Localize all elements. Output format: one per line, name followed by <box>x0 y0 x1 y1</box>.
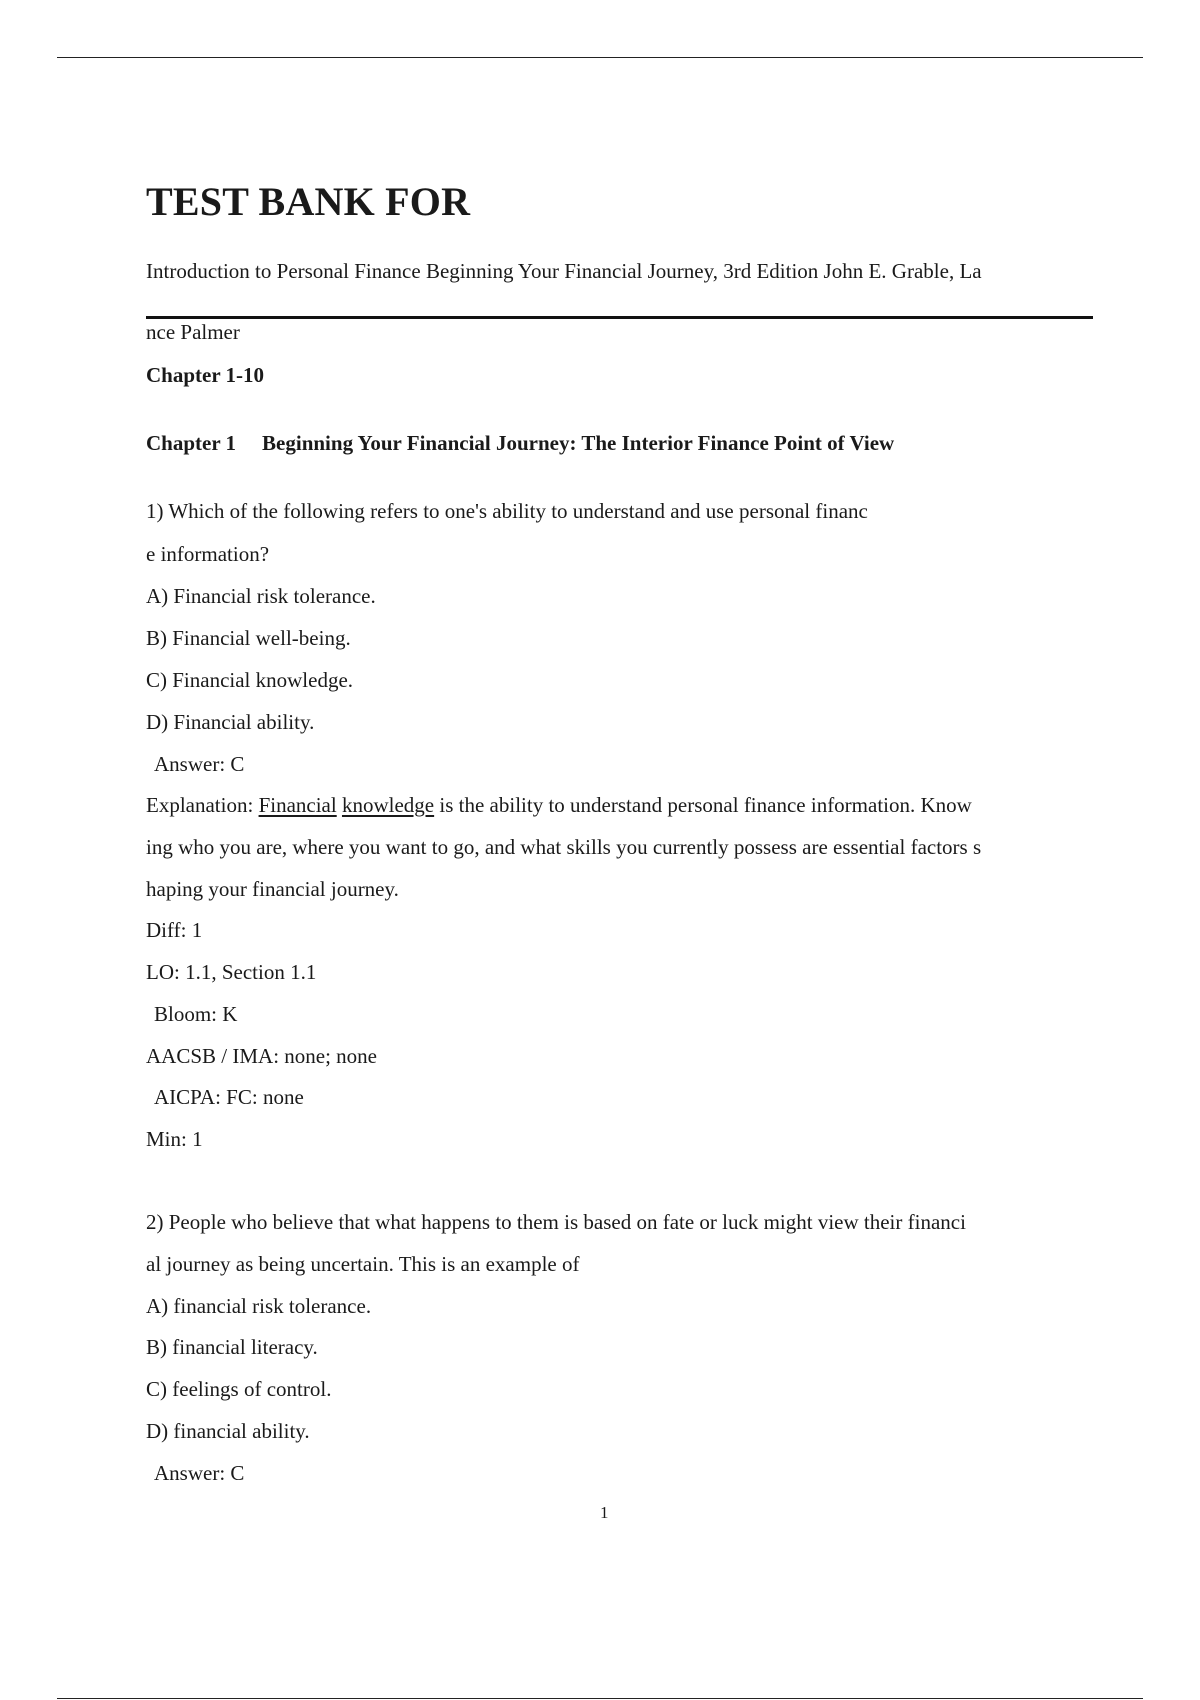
document-page <box>146 0 1126 1700</box>
q1-option-b: B) Financial well-being. <box>146 626 351 650</box>
q2-option-b: B) financial literacy. <box>146 1335 318 1359</box>
chapter-heading <box>146 429 894 457</box>
q1-explanation-term-knowledge: knowledge <box>341 793 435 817</box>
q1-stem-line-1: 1) Which of the following refers to one's ability to understand and use personal financ <box>146 499 868 523</box>
q1-bloom: Bloom: K <box>154 1002 238 1026</box>
document-title: TEST BANK FOR <box>146 179 471 224</box>
subtitle-line-2: nce Palmer <box>146 320 240 344</box>
q2-option-c: C) feelings of control. <box>146 1377 332 1401</box>
chapters-range: Chapter 1-10 <box>146 363 265 387</box>
chapter-title: Beginning Your Financial Journey: The Interior Finance Point of View <box>262 431 895 455</box>
q2-answer: Answer: C <box>154 1461 245 1485</box>
q1-option-d: D) Financial ability. <box>146 710 315 734</box>
q1-diff: Diff: 1 <box>146 918 203 942</box>
q2-stem-line-2: al journey as being uncertain. This is an example of <box>146 1252 580 1276</box>
chapter-label: Chapter 1 <box>146 431 237 455</box>
q2-option-a: A) financial risk tolerance. <box>146 1294 372 1318</box>
q1-option-c: C) Financial knowledge. <box>146 668 354 692</box>
q1-lo: LO: 1.1, Section 1.1 <box>146 960 317 984</box>
q1-explanation-line-1 <box>146 791 972 819</box>
q1-explanation-line-3: haping your financial journey. <box>146 877 399 901</box>
q1-aicpa: AICPA: FC: none <box>154 1085 304 1109</box>
q1-aacsb: AACSB / IMA: none; none <box>146 1044 377 1068</box>
page-number: 1 <box>600 1503 609 1522</box>
q2-option-d: D) financial ability. <box>146 1419 310 1443</box>
q1-explanation-rest: is the ability to understand personal finance information. Know <box>434 793 972 817</box>
q2-stem-line-1: 2) People who believe that what happens to them is based on fate or luck might view their financi <box>146 1210 966 1234</box>
q1-explanation-line-2: ing who you are, where you want to go, and what skills you currently possess are essential factors s <box>146 835 982 859</box>
bottom-rule <box>57 1698 1143 1699</box>
q1-option-a: A) Financial risk tolerance. <box>146 584 376 608</box>
q1-min: Min: 1 <box>146 1127 203 1151</box>
subtitle-rule <box>146 316 1093 319</box>
q1-answer: Answer: C <box>154 752 245 776</box>
q1-explanation-term-financial: Financial <box>258 793 337 817</box>
subtitle-line-1: Introduction to Personal Finance Beginning Your Financial Journey, 3rd Edition John E. Grable, La <box>146 259 982 283</box>
q1-explanation-prefix: Explanation: <box>146 793 259 817</box>
q1-stem-line-2: e information? <box>146 542 270 566</box>
